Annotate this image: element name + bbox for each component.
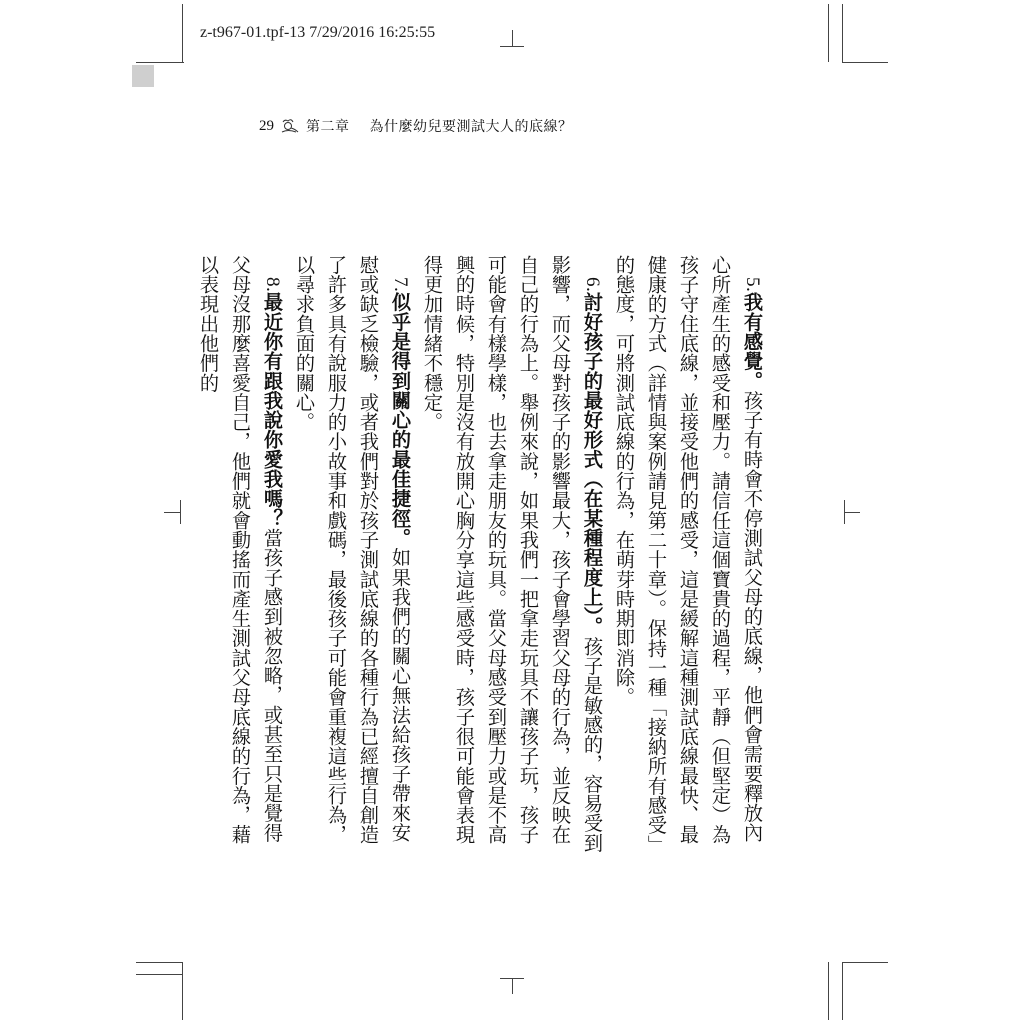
item-heading: 討好孩子的最好形式（在某種程度上）。 xyxy=(581,292,604,637)
crop-mark xyxy=(842,4,843,62)
item-heading: 似乎是得到關心的最佳捷徑。 xyxy=(389,292,412,548)
item-number: 6. xyxy=(582,277,603,293)
item-heading: 我有感覺。 xyxy=(741,292,764,391)
page-number: 29 xyxy=(259,117,274,134)
crop-mark xyxy=(842,962,843,1020)
print-slug: z-t967-01.tpf-13 7/29/2016 16:25:55 xyxy=(200,24,436,41)
crop-mark xyxy=(136,62,184,63)
list-item xyxy=(192,255,288,855)
body-text xyxy=(197,255,768,855)
child-doodle-icon xyxy=(280,118,300,134)
crop-mark xyxy=(828,962,829,1020)
item-text: 孩子有時會不停測試父母的底線，他們會需要釋放內心所產生的感受和壓力。請信任這個寶貴的過程，平靜（但堅定）為孩子守住底線，並接受他們的感受，這是緩解這種測試底線最快、最健康的方式（詳情與案例請見第二十章）。保持一種「接納所有感受」的態度，可將測試底線的行為，在萌芽時期即消除。 xyxy=(613,255,764,855)
crop-mark xyxy=(136,962,182,963)
gray-color-patch xyxy=(132,65,154,87)
chapter-label: 第二章 xyxy=(306,119,350,135)
crop-mark xyxy=(842,62,888,63)
list-item xyxy=(608,255,768,855)
item-number: 5. xyxy=(742,277,763,293)
item-text: 孩子是敏感的，容易受到影響，而父母對孩子的影響最大，孩子會學習父母的行為，並反映在自己的行為上。舉例來說，如果我們一把拿走玩具不讓孩子玩，孩子可能會有樣學樣，也去拿走朋友的玩具。當父母感受到壓力或是不高興的時候，特別是沒有放開心胸分享這些感受時，孩子很可能會表現得更加情緒不穩定。 xyxy=(421,255,604,853)
registration-mark xyxy=(512,30,513,46)
crop-mark xyxy=(182,4,183,62)
registration-mark xyxy=(500,46,524,47)
registration-mark xyxy=(844,512,860,513)
crop-mark xyxy=(136,974,182,975)
item-text: 當孩子感到被忽略，或甚至只是覺得父母沒那麼喜愛自己，他們就會動搖而產生測試父母底線的行為，藉以表現出他們的 xyxy=(197,255,284,845)
item-heading: 最近你有跟我說你愛我嗎？ xyxy=(261,292,284,529)
item-number: 7. xyxy=(390,277,411,293)
item-number: 8. xyxy=(262,277,283,293)
list-item xyxy=(416,255,608,855)
crop-mark xyxy=(828,4,829,62)
chapter-title: 為什麼幼兒要測試大人的底線？ xyxy=(369,119,573,135)
crop-mark xyxy=(842,962,888,963)
list-item xyxy=(288,255,416,855)
registration-mark xyxy=(180,500,181,524)
running-head xyxy=(259,115,573,137)
crop-mark xyxy=(182,962,183,1020)
item-text: 如果我們的關心無法給孩子帶來安慰或缺乏檢驗，或者我們對於孩子測試底線的各種行為已經擅自創造了許多具有說服力的小故事和戲碼，最後孩子可能會重複這些行為，以尋求負面的關心。 xyxy=(293,255,412,845)
registration-mark xyxy=(164,512,180,513)
registration-mark xyxy=(512,978,513,994)
